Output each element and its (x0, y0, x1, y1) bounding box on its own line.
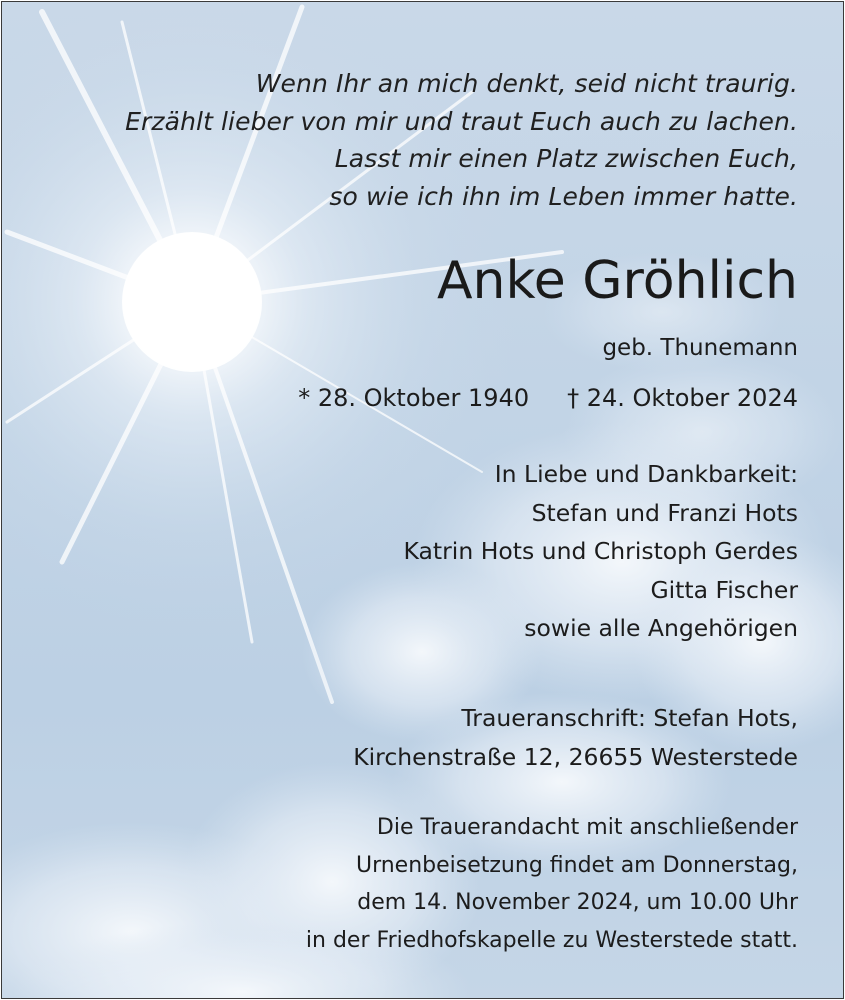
address-line: Traueranschrift: Stefan Hots, (461, 704, 798, 732)
obituary-notice (1, 1, 844, 999)
poem-line: Lasst mir einen Platz zwischen Euch, (334, 144, 798, 173)
mourners-line: In Liebe und Dankbarkeit: (494, 460, 798, 488)
life-dates (298, 379, 798, 417)
deceased-name: Anke Gröhlich (436, 251, 798, 311)
poem-line: so wie ich ihn im Leben immer hatte. (329, 181, 798, 211)
mourning-address (353, 699, 798, 776)
service-line: Urnenbeisetzung findet am Donnerstag, (355, 852, 798, 878)
maiden-name: geb. Thunemann (602, 335, 798, 361)
service-info (306, 809, 798, 959)
service-line: in der Friedhofskapelle zu Westerstede statt. (305, 927, 798, 953)
service-line: dem 14. November 2024, um 10.00 Uhr (357, 890, 798, 915)
service-line: Die Trauerandacht mit anschließender (376, 815, 798, 840)
birth-date: * 28. Oktober 1940 (298, 384, 530, 412)
poem-line: Wenn Ihr an mich denkt, seid nicht traurig. (255, 69, 798, 98)
mourners-line: sowie alle Angehörigen (524, 614, 798, 642)
mourners-line: Stefan und Franzi Hots (531, 498, 798, 527)
poem (125, 65, 798, 215)
mourners-block (404, 455, 798, 648)
mourners-line: Gitta Fischer (650, 575, 798, 604)
poem-line: Erzählt lieber von mir und traut Euch auch zu lachen. (125, 106, 798, 136)
mourners-line: Katrin Hots und Christoph Gerdes (403, 537, 798, 565)
death-date: † 24. Oktober 2024 (567, 384, 798, 412)
address-line: Kirchenstraße 12, 26655 Westerstede (353, 742, 798, 771)
